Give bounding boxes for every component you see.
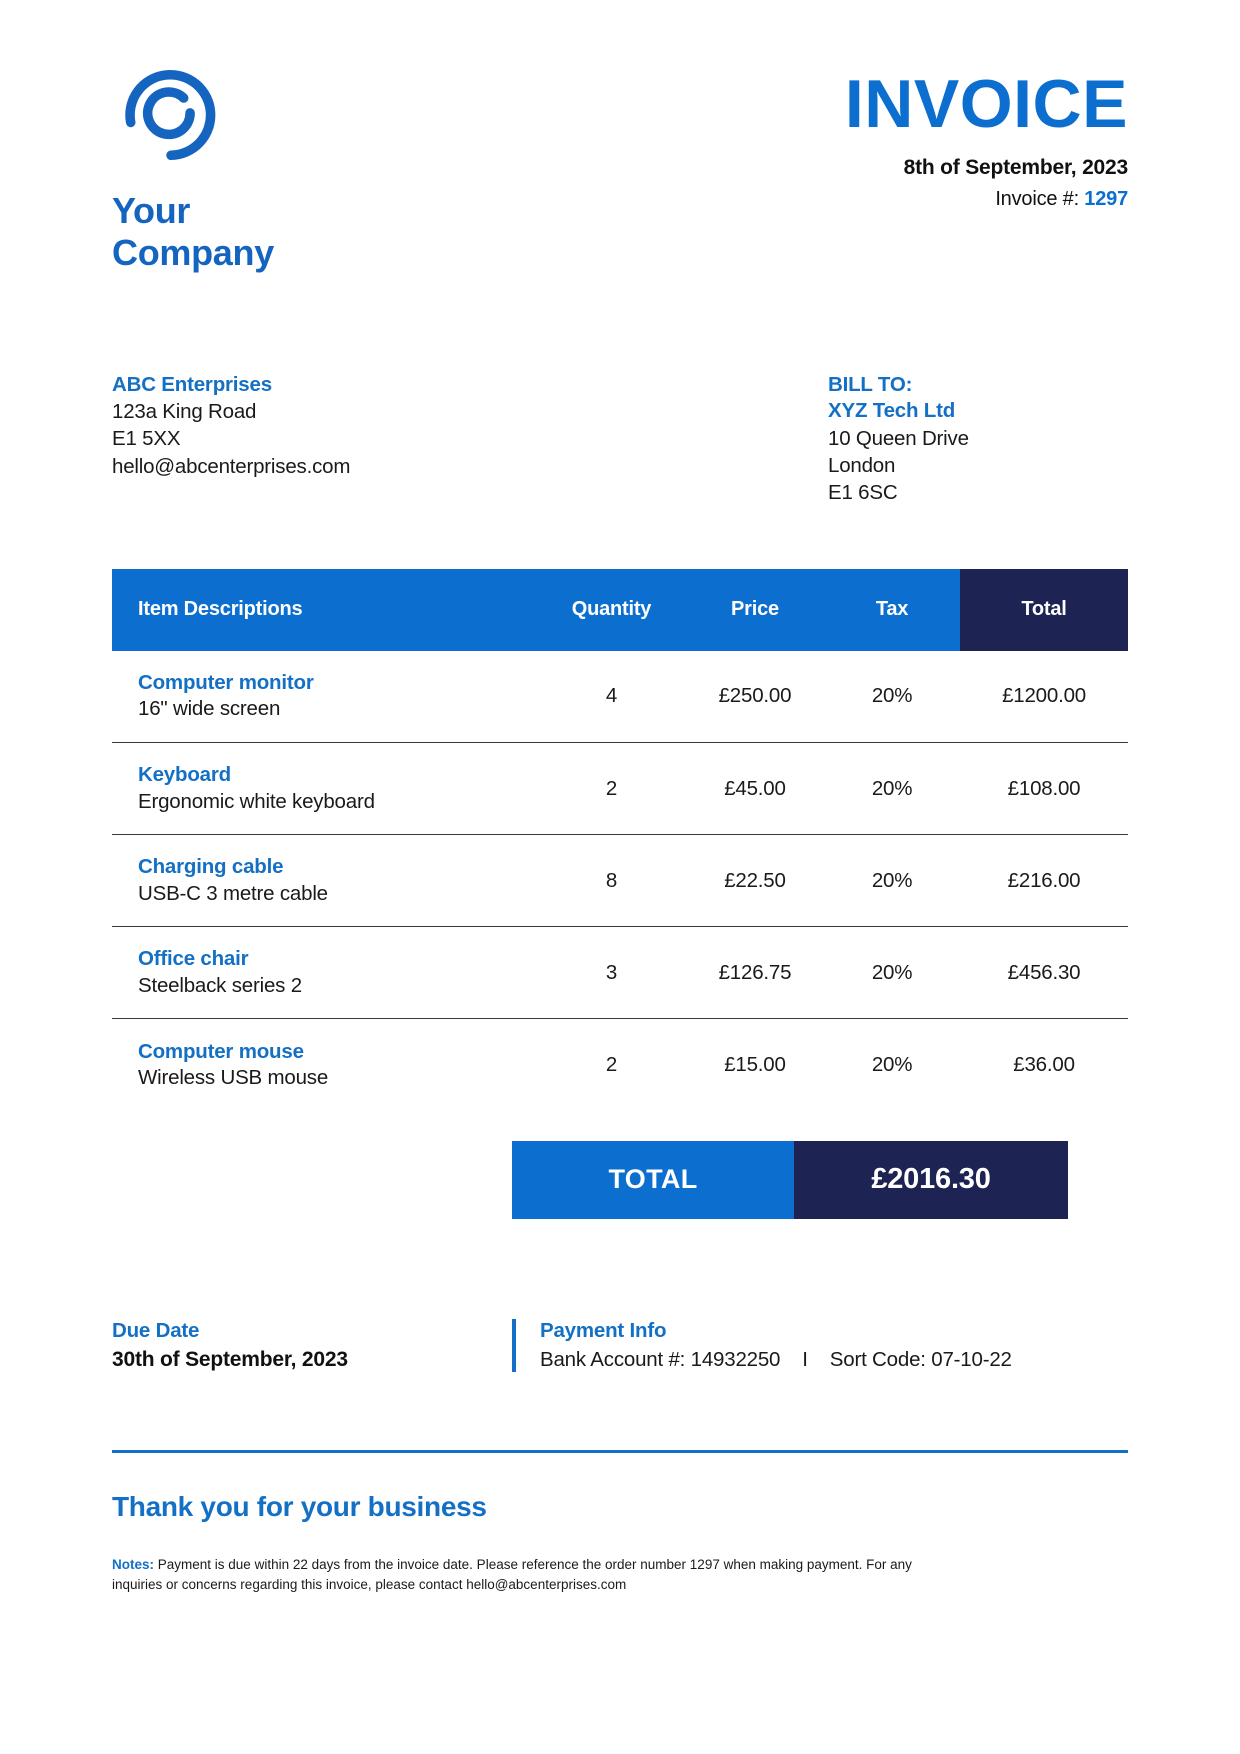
cell-price: £22.50 bbox=[686, 835, 824, 927]
cell-item-description bbox=[112, 651, 537, 743]
cell-quantity: 4 bbox=[537, 651, 686, 743]
item-subtitle: 16" wide screen bbox=[138, 697, 281, 721]
cell-tax: 20% bbox=[824, 835, 960, 927]
cell-quantity: 3 bbox=[537, 927, 686, 1019]
cell-total: £216.00 bbox=[960, 835, 1128, 927]
payment-separator: I bbox=[802, 1347, 808, 1371]
invoice-number-label: Invoice #: bbox=[995, 188, 1079, 210]
item-title: Computer monitor bbox=[138, 671, 314, 695]
cell-price: £250.00 bbox=[686, 651, 824, 743]
header-item-descriptions: Item Descriptions bbox=[112, 569, 537, 651]
cell-item-description bbox=[112, 927, 537, 1019]
cell-total: £36.00 bbox=[1013, 1052, 1075, 1076]
cell-tax: 20% bbox=[871, 1052, 913, 1076]
cell-tax: 20% bbox=[824, 651, 960, 743]
cell-price: £45.00 bbox=[686, 743, 824, 835]
due-date-block bbox=[112, 1319, 512, 1372]
line-items-table bbox=[112, 569, 1128, 1111]
table-body bbox=[112, 651, 1128, 1111]
bill-to-city: London bbox=[828, 454, 896, 478]
page-title: INVOICE bbox=[844, 66, 1128, 142]
sender-company: ABC Enterprises bbox=[112, 372, 272, 396]
grand-total-bar bbox=[512, 1141, 1068, 1219]
item-subtitle: USB-C 3 metre cable bbox=[138, 881, 328, 905]
brand-name-line2: Company bbox=[112, 231, 274, 273]
table-row bbox=[112, 835, 1128, 927]
thank-you-message: Thank you for your business bbox=[112, 1490, 487, 1522]
bill-to-company: XYZ Tech Ltd bbox=[828, 399, 956, 423]
cell-item-description bbox=[112, 743, 537, 835]
item-title: Computer mouse bbox=[138, 1039, 304, 1063]
table-row bbox=[112, 927, 1128, 1019]
header-tax: Tax bbox=[824, 569, 960, 651]
cell-quantity: 2 bbox=[537, 743, 686, 835]
cell-tax: 20% bbox=[824, 743, 960, 835]
footer-notes bbox=[0, 1523, 1060, 1596]
sender-email: hello@abcenterprises.com bbox=[112, 454, 351, 478]
item-title: Charging cable bbox=[138, 855, 284, 879]
notes-label: Notes: bbox=[112, 1556, 155, 1572]
cell-item-description bbox=[112, 1019, 537, 1111]
address-section bbox=[0, 274, 1240, 507]
sender-street: 123a King Road bbox=[112, 400, 257, 424]
grand-total-value: £2016.30 bbox=[794, 1141, 1068, 1219]
brand-block bbox=[112, 62, 442, 274]
cell-total: £108.00 bbox=[960, 743, 1128, 835]
payment-info-label: Payment Info bbox=[540, 1318, 667, 1342]
cell-item-description bbox=[112, 835, 537, 927]
line-items-section bbox=[0, 569, 1240, 1219]
item-subtitle: Steelback series 2 bbox=[138, 973, 302, 997]
item-title: Keyboard bbox=[138, 763, 231, 787]
item-title: Office chair bbox=[138, 947, 249, 971]
cell-price: £126.75 bbox=[686, 927, 824, 1019]
payment-info-details bbox=[540, 1348, 1128, 1372]
table-row bbox=[112, 743, 1128, 835]
cell-price: £15.00 bbox=[724, 1052, 786, 1076]
brand-name-line1: Your bbox=[112, 190, 191, 231]
sender-postcode: E1 5XX bbox=[112, 427, 181, 451]
table-row bbox=[112, 651, 1128, 743]
due-date-label: Due Date bbox=[112, 1318, 200, 1342]
payment-section bbox=[0, 1319, 1240, 1372]
notes-text: Payment is due within 22 days from the invoice date. Please reference the order number 1297 when making payment. For any inquiries or concerns regarding this invoice, please contact hello@abcenterprises.com bbox=[112, 1556, 912, 1592]
invoice-number-line bbox=[708, 188, 1128, 211]
due-date-value: 30th of September, 2023 bbox=[112, 1347, 348, 1371]
bill-to-heading: BILL TO: bbox=[828, 372, 913, 396]
table-row bbox=[112, 1019, 1128, 1111]
cell-quantity: 2 bbox=[605, 1052, 618, 1076]
cell-tax: 20% bbox=[824, 927, 960, 1019]
table-header-row bbox=[112, 569, 1128, 651]
header-quantity: Quantity bbox=[537, 569, 686, 651]
invoice-header bbox=[0, 0, 1240, 274]
header-total: Total bbox=[960, 569, 1128, 651]
sender-address-block bbox=[112, 372, 542, 507]
item-subtitle: Ergonomic white keyboard bbox=[138, 789, 375, 813]
grand-total-label: TOTAL bbox=[512, 1141, 794, 1219]
bill-to-block bbox=[828, 372, 1128, 507]
payment-info-block bbox=[512, 1319, 1128, 1372]
spiral-circle-logo-icon bbox=[118, 62, 224, 168]
bill-to-street: 10 Queen Drive bbox=[828, 426, 969, 450]
bill-to-postcode: E1 6SC bbox=[828, 481, 898, 505]
bank-account-number: Bank Account #: 14932250 bbox=[540, 1347, 781, 1371]
header-price: Price bbox=[686, 569, 824, 651]
cell-total: £1200.00 bbox=[960, 651, 1128, 743]
invoice-number-value: 1297 bbox=[1084, 188, 1128, 210]
table-header bbox=[112, 569, 1128, 651]
item-subtitle: Wireless USB mouse bbox=[138, 1065, 329, 1089]
invoice-date: 8th of September, 2023 bbox=[903, 156, 1128, 179]
cell-quantity: 8 bbox=[537, 835, 686, 927]
invoice-meta bbox=[708, 62, 1128, 211]
sort-code: Sort Code: 07-10-22 bbox=[829, 1347, 1012, 1371]
cell-total: £456.30 bbox=[960, 927, 1128, 1019]
brand-name bbox=[112, 190, 442, 274]
